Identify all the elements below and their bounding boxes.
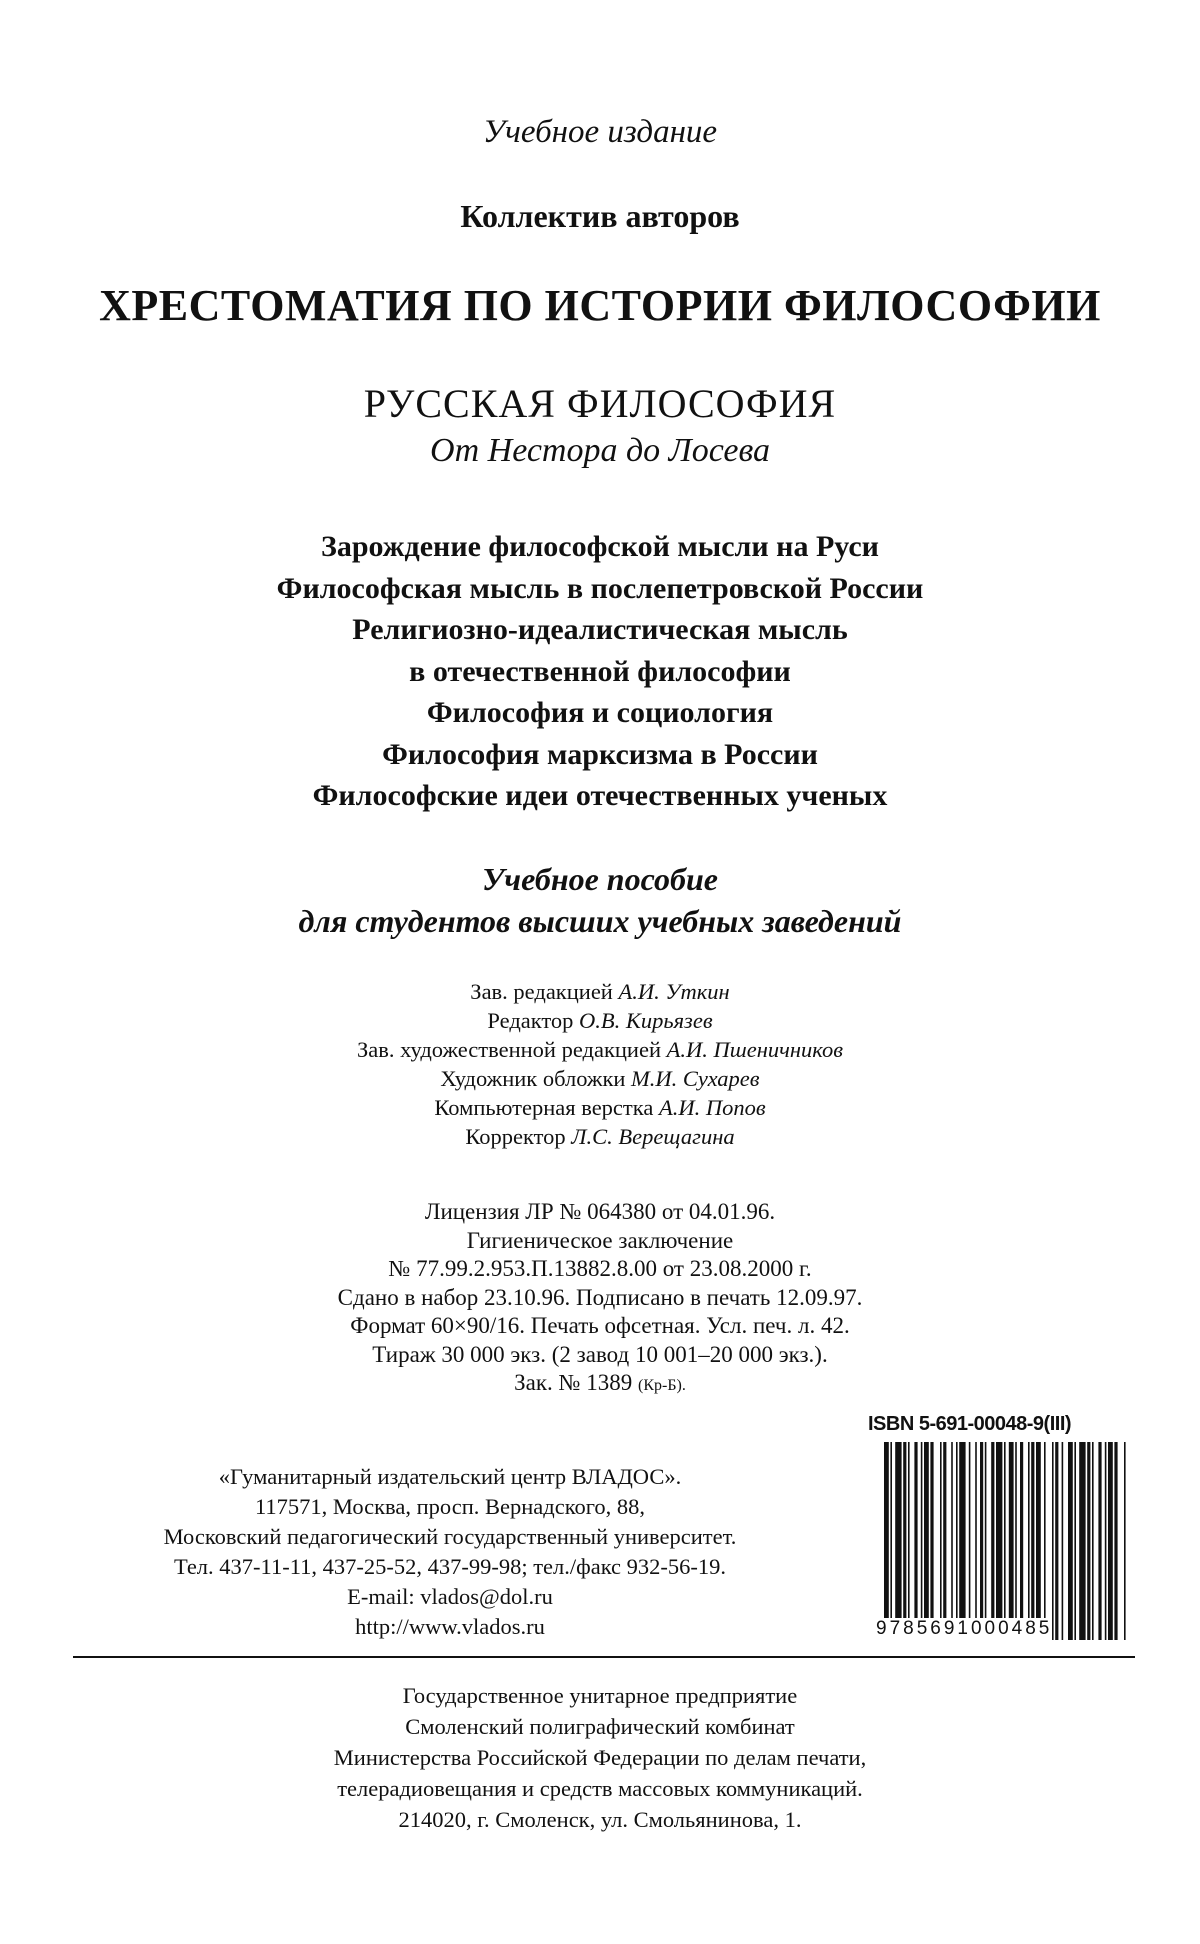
staff-line — [0, 1035, 1200, 1064]
staff-name: А.И. Пшеничников — [666, 1037, 843, 1062]
barcode-bar — [1092, 1442, 1094, 1640]
printer-info — [0, 1680, 1200, 1835]
divider — [73, 1656, 1135, 1658]
staff-name: А.И. Попов — [658, 1095, 766, 1120]
staff-name: М.И. Сухарев — [631, 1066, 760, 1091]
license-line: Тираж 30 000 экз. (2 завод 10 001–20 000 экз.). — [372, 1341, 828, 1367]
printer-line: Министерства Российской Федерации по делам печати, — [333, 1745, 867, 1770]
staff-role: Художник обложки — [440, 1066, 626, 1091]
barcode-bar — [1015, 1442, 1017, 1640]
barcode-bar — [1068, 1442, 1073, 1640]
sections-list — [0, 526, 1200, 817]
barcode-bar — [1079, 1442, 1085, 1640]
license-info — [0, 1198, 1200, 1401]
license-line: Формат 60×90/16. Печать офсетная. Усл. печ. л. 42. — [350, 1313, 850, 1338]
barcode-bar — [914, 1442, 917, 1640]
license-line: Лицензия ЛР № 064380 от 04.01.96. — [424, 1199, 776, 1224]
barcode-bar — [1052, 1442, 1054, 1640]
barcode-bar — [1098, 1442, 1101, 1640]
isbn: ISBN 5-691-00048-9(III) — [868, 1413, 1072, 1435]
staff-line — [0, 1006, 1200, 1035]
section-line: Философия и социология — [426, 696, 774, 729]
staff-line — [0, 1093, 1200, 1122]
order-number — [0, 1369, 1200, 1401]
barcode-icon — [880, 1438, 1130, 1648]
section-line: Философские идеи отечественных ученых — [312, 779, 888, 812]
section-line: в отечественной философии — [409, 654, 791, 688]
staff-role: Зав. художественной редакцией — [357, 1037, 662, 1062]
barcode-bar — [1036, 1442, 1041, 1640]
section-line: Философская мысль в послепетровской России — [276, 571, 924, 605]
staff-name: Л.С. Верещагина — [571, 1124, 735, 1149]
barcode-bar — [1062, 1442, 1064, 1640]
barcode-bar — [959, 1442, 965, 1640]
section-line: Зарождение философской мысли на Руси — [321, 530, 879, 563]
publisher-info — [60, 1462, 840, 1642]
printer-line: Смоленский полиграфический комбинат — [405, 1714, 795, 1739]
barcode-bar — [1009, 1442, 1014, 1640]
barcode-bar — [991, 1442, 994, 1640]
authors: Коллектив авторов — [460, 198, 740, 234]
barcode-bar — [1020, 1442, 1023, 1640]
barcode-bar — [1074, 1442, 1076, 1640]
barcode-bar — [975, 1442, 977, 1640]
staff-role: Корректор — [465, 1124, 566, 1149]
barcode-bar — [951, 1442, 953, 1640]
staff-name: О.В. Кирьязев — [579, 1008, 713, 1033]
barcode-bar — [884, 1442, 889, 1640]
barcode-bar — [980, 1442, 983, 1640]
book-subtitle-range: От Нестора до Лосева — [430, 432, 770, 469]
editorial-staff — [0, 977, 1200, 1151]
book-title: ХРЕСТОМАТИЯ ПО ИСТОРИИ ФИЛОСОФИИ — [99, 281, 1101, 330]
publisher-line: 117571, Москва, просп. Вернадского, 88, — [254, 1494, 646, 1519]
barcode-bar — [943, 1442, 946, 1640]
barcode-bar — [903, 1442, 906, 1640]
publisher-email: E-mail: vlados@dol.ru — [347, 1584, 553, 1609]
barcode-bar — [1004, 1442, 1006, 1640]
printer-line: телерадиовещания и средств массовых коммуникаций. — [337, 1776, 863, 1801]
barcode-bar — [930, 1442, 933, 1640]
barcode-bar — [924, 1442, 929, 1640]
barcode-bar — [1028, 1442, 1030, 1640]
textbook-designation — [0, 858, 1200, 942]
barcode-bar — [969, 1442, 971, 1640]
barcode-bar — [1108, 1442, 1113, 1640]
barcode-bar — [921, 1442, 923, 1640]
license-line: Сдано в набор 23.10.96. Подписано в печать 12.09.97. — [337, 1284, 863, 1310]
order-code: (Кр-Б). — [638, 1377, 686, 1394]
barcode-bar — [1031, 1442, 1034, 1640]
barcode-bar — [908, 1442, 910, 1640]
barcode-bar — [956, 1442, 958, 1640]
barcode-bar — [996, 1442, 1002, 1640]
barcode-bar — [1055, 1442, 1058, 1640]
staff-line — [0, 1122, 1200, 1151]
printer-line: Государственное унитарное предприятие — [402, 1683, 798, 1708]
barcode-bar — [1087, 1442, 1090, 1640]
book-subtitle: РУССКАЯ ФИЛОСОФИЯ — [363, 381, 837, 426]
publisher-line: Московский педагогический государственный университет. — [163, 1524, 737, 1549]
barcode-digits: 9785691000485 — [876, 1618, 1053, 1639]
staff-line — [0, 1064, 1200, 1093]
textbook-line: Учебное пособие — [482, 861, 718, 897]
barcode-bar — [890, 1442, 892, 1640]
staff-line — [0, 977, 1200, 1006]
staff-role: Компьютерная верстка — [434, 1095, 654, 1120]
barcode-bar — [1105, 1442, 1107, 1640]
staff-name: А.И. Уткин — [618, 979, 730, 1004]
license-line: Гигиеническое заключение — [466, 1227, 734, 1253]
order-number-text: Зак. № 1389 — [514, 1370, 633, 1395]
printer-line: 214020, г. Смоленск, ул. Смольянинова, 1. — [398, 1807, 802, 1832]
barcode-bar — [1124, 1442, 1126, 1640]
barcode-bar — [940, 1442, 942, 1640]
staff-role: Редактор — [487, 1008, 574, 1033]
barcode-bar — [895, 1442, 901, 1640]
publisher-line: «Гуманитарный издательский центр ВЛАДОС». — [218, 1464, 682, 1489]
edition-type: Учебное издание — [482, 114, 718, 150]
publisher-website: http://www.vlados.ru — [355, 1614, 545, 1639]
textbook-line: для студентов высших учебных заведений — [298, 903, 902, 939]
license-line: № 77.99.2.953.П.13882.8.00 от 23.08.2000 г. — [388, 1256, 812, 1281]
staff-role: Зав. редакцией — [470, 979, 613, 1004]
section-line: Философия марксизма в России — [382, 737, 818, 771]
publisher-line: Тел. 437-11-11, 437-25-52, 437-99-98; тел./факс 932-56-19. — [173, 1554, 727, 1579]
barcode-bar — [1114, 1442, 1117, 1640]
section-line: Религиозно-идеалистическая мысль — [352, 613, 848, 646]
barcode-bar — [985, 1442, 987, 1640]
barcode-bar — [1044, 1442, 1046, 1640]
